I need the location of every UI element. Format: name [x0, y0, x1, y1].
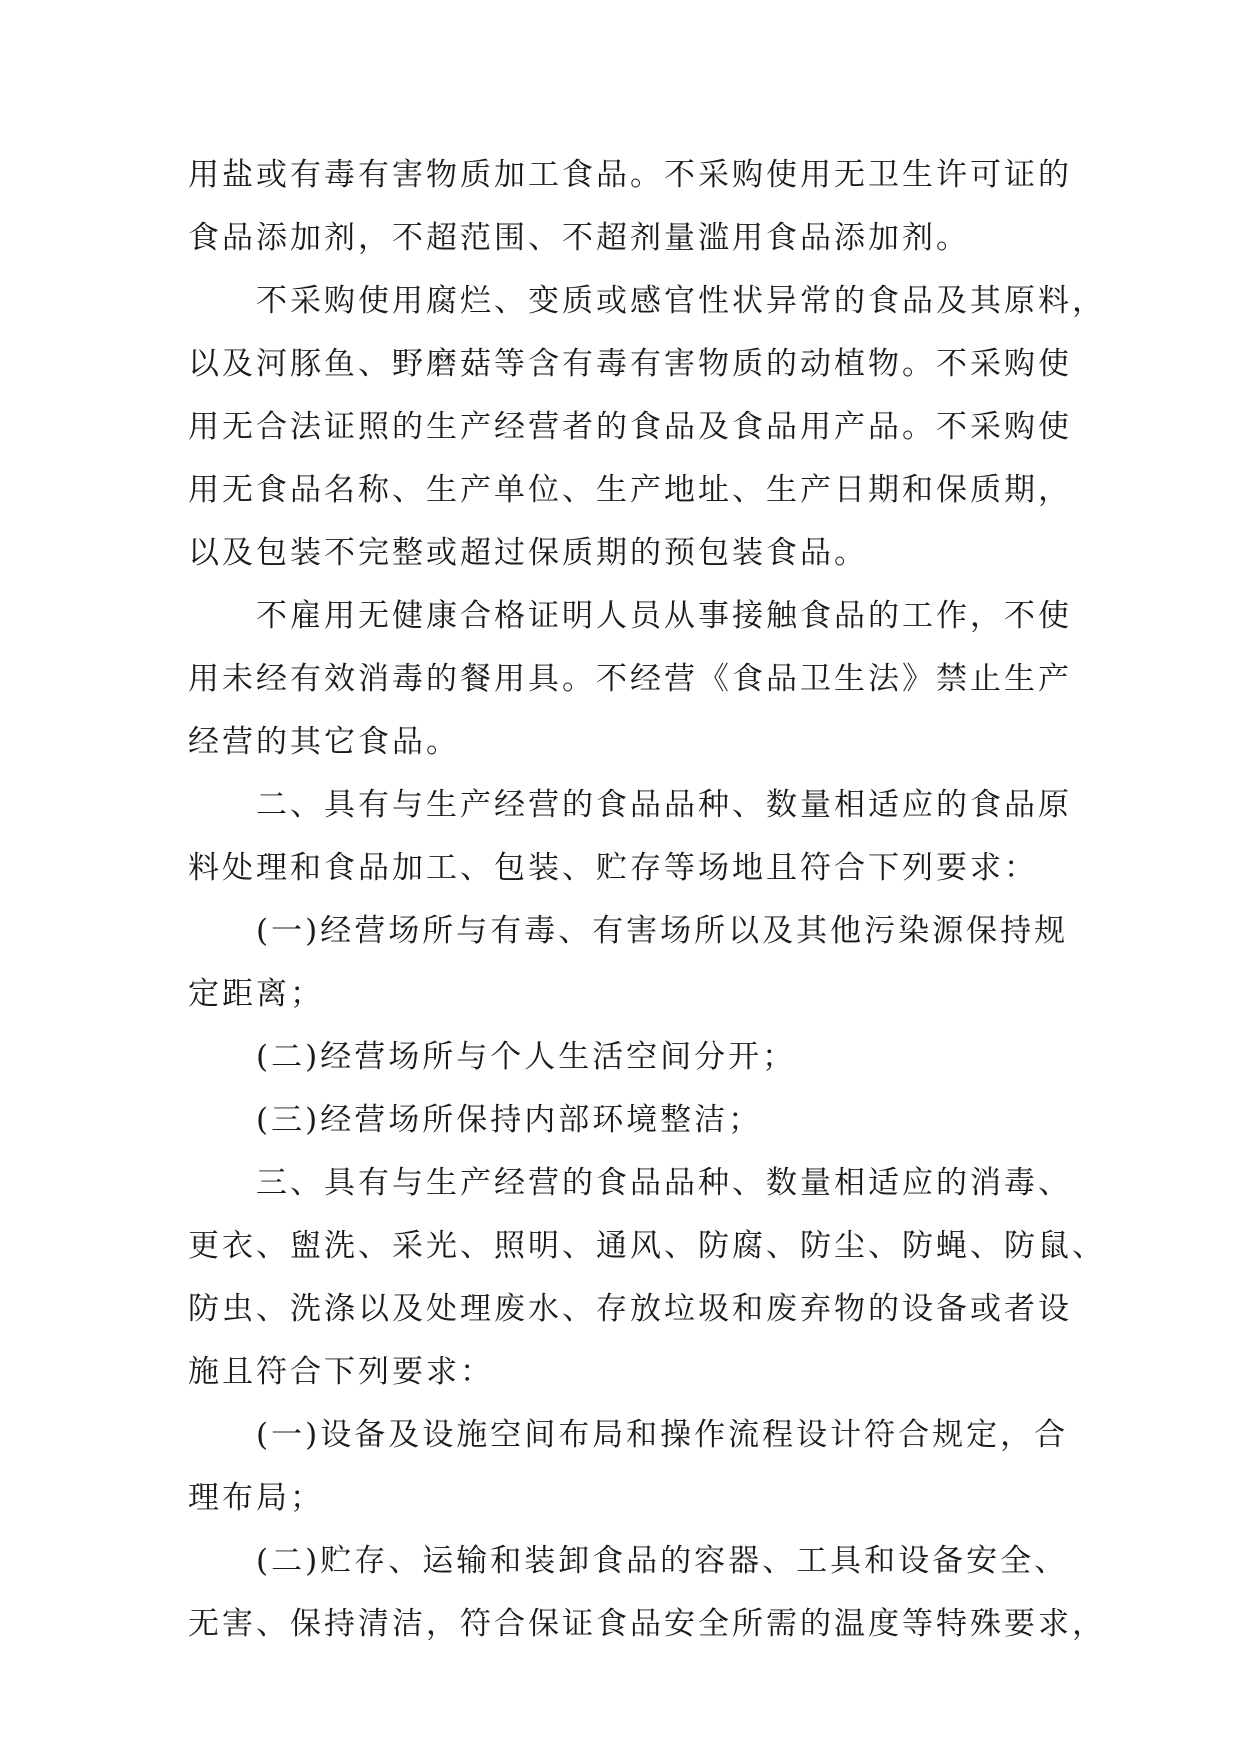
list-item-line: (二)贮存、运输和装卸食品的容器、工具和设备安全、	[256, 1543, 1069, 1579]
text-line: 用盐或有毒有害物质加工食品。不采购使用无卫生许可证的	[188, 157, 1072, 193]
list-item-line: (一)经营场所与有毒、有害场所以及其他污染源保持规	[256, 913, 1069, 949]
section-heading-line: 二、具有与生产经营的食品品种、数量相适应的食品原	[256, 787, 1072, 823]
list-item-line: (二)经营场所与个人生活空间分开；	[256, 1039, 797, 1075]
paragraph-start-line: 不采购使用腐烂、变质或感官性状异常的食品及其原料，	[256, 283, 1106, 319]
text-line: 理布局；	[188, 1480, 324, 1516]
paragraph-start-line: 不雇用无健康合格证明人员从事接触食品的工作，不使	[256, 598, 1072, 634]
text-line: 用无合法证照的生产经营者的食品及食品用产品。不采购使	[188, 409, 1072, 445]
list-item-line: (一)设备及设施空间布局和操作流程设计符合规定，合	[256, 1417, 1069, 1453]
text-line: 用未经有效消毒的餐用具。不经营《食品卫生法》禁止生产	[188, 661, 1072, 697]
text-line: 更衣、盥洗、采光、照明、通风、防腐、防尘、防蝇、防鼠、	[188, 1228, 1106, 1264]
text-line: 无害、保持清洁，符合保证食品安全所需的温度等特殊要求，	[188, 1606, 1106, 1642]
section-heading-line: 三、具有与生产经营的食品品种、数量相适应的消毒、	[256, 1165, 1072, 1201]
text-line: 防虫、洗涤以及处理废水、存放垃圾和废弃物的设备或者设	[188, 1291, 1072, 1327]
list-item-line: (三)经营场所保持内部环境整洁；	[256, 1102, 763, 1138]
document-page	[188, 157, 1106, 1672]
text-line: 用无食品名称、生产单位、生产地址、生产日期和保质期，	[188, 472, 1072, 508]
text-line: 以及河豚鱼、野磨菇等含有毒有害物质的动植物。不采购使	[188, 346, 1072, 382]
text-line: 料处理和食品加工、包装、贮存等场地且符合下列要求：	[188, 850, 1038, 886]
text-line: 经营的其它食品。	[188, 724, 460, 760]
text-line: 定距离；	[188, 976, 324, 1012]
text-line: 施且符合下列要求：	[188, 1354, 494, 1390]
text-line: 以及包装不完整或超过保质期的预包装食品。	[188, 535, 868, 571]
text-line: 食品添加剂，不超范围、不超剂量滥用食品添加剂。	[188, 220, 970, 256]
